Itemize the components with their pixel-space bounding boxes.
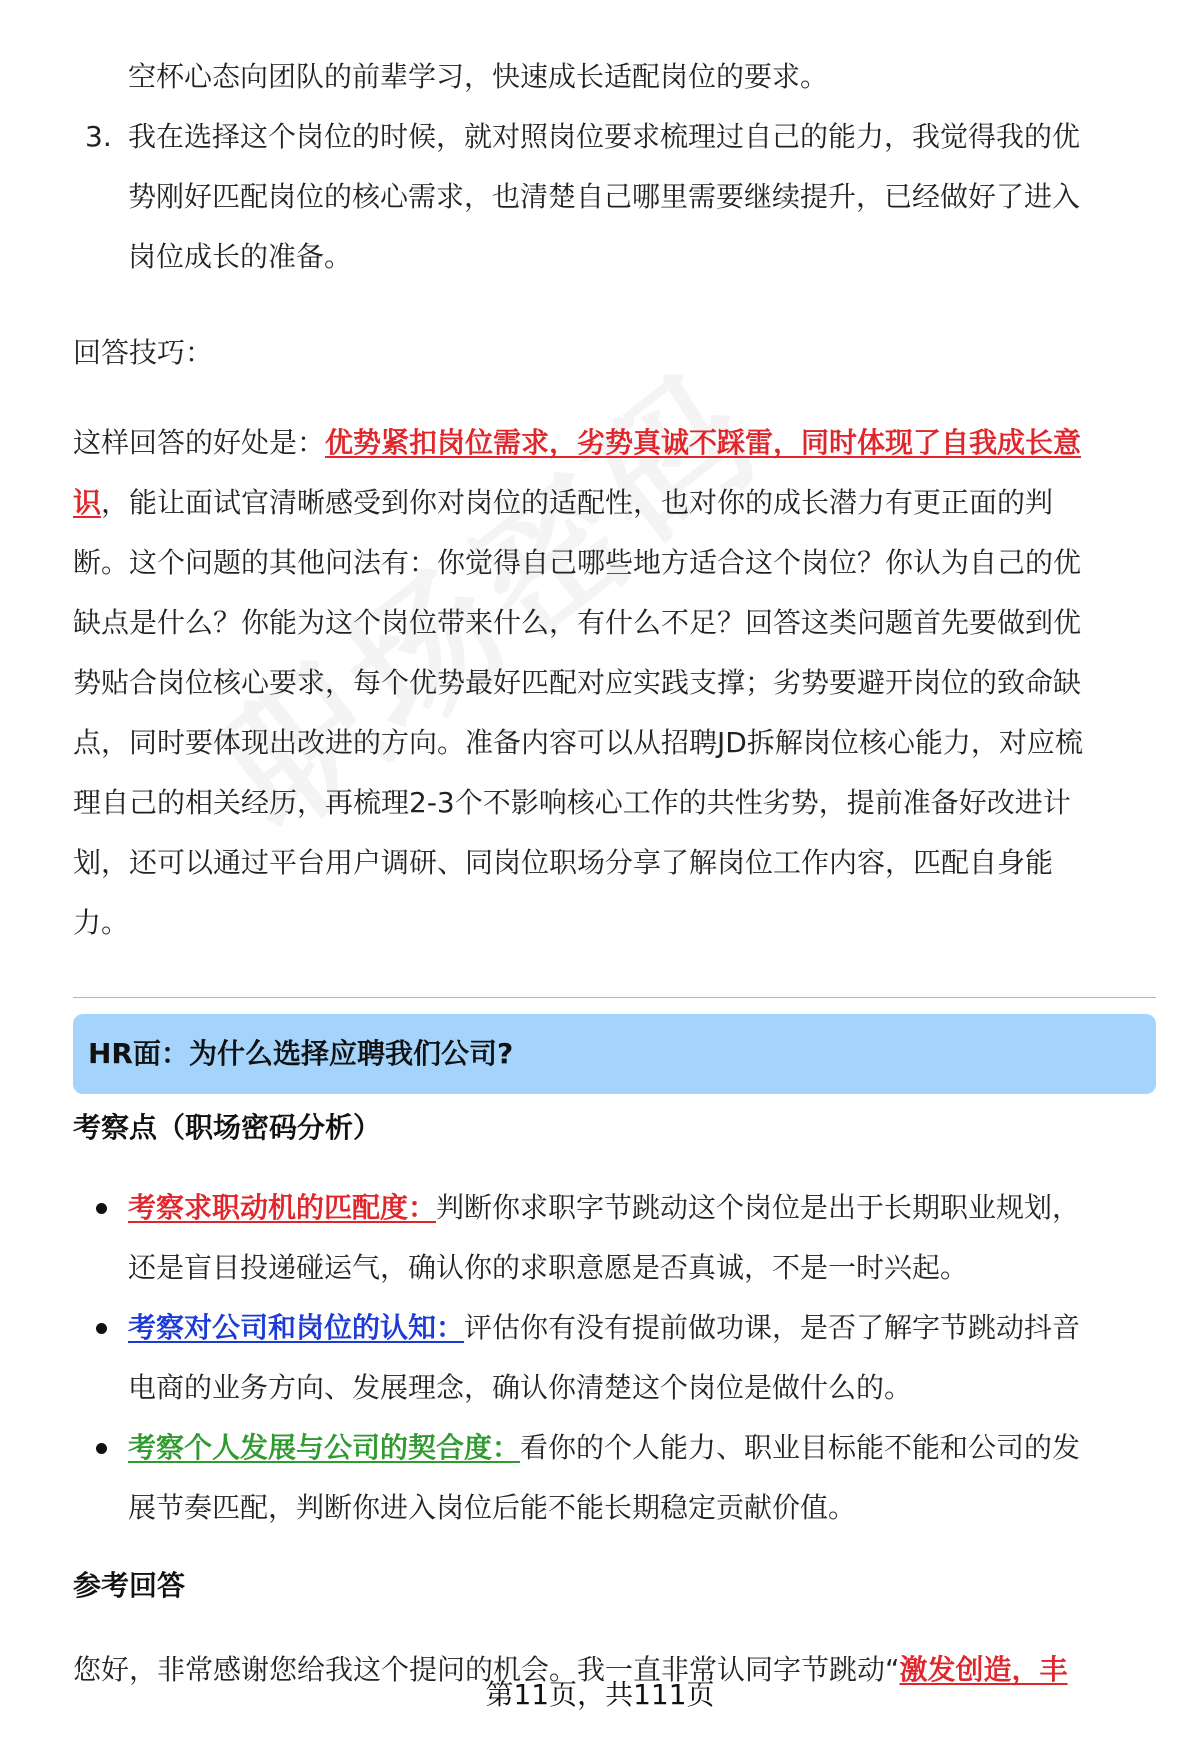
list-number: 3. bbox=[85, 120, 112, 153]
bullet-dot bbox=[96, 1203, 107, 1214]
list-item-line: 势刚好匹配岗位的核心需求，也清楚自己哪里需要继续提升，已经做好了进入 bbox=[128, 180, 1081, 213]
checkpoint-text: 评估你有没有提前做功课，是否了解字节跳动抖音 bbox=[464, 1311, 1081, 1344]
checkpoint-line bbox=[128, 1308, 1080, 1348]
question-callout bbox=[73, 1014, 1156, 1094]
tips-line: 点，同时要体现出改进的方向。准备内容可以从招聘JD拆解岗位核心能力，对应梳 bbox=[73, 726, 1083, 759]
tips-emphasis: 优势紧扣岗位需求，劣势真诚不踩雷，同时体现了自我成长意 bbox=[325, 426, 1082, 459]
tips-line bbox=[73, 483, 1053, 523]
checkpoint-line bbox=[128, 1188, 1080, 1228]
checkpoint-line: 展节奏匹配，判断你进入岗位后能不能长期稳定贡献价值。 bbox=[128, 1491, 857, 1524]
checkpoint-text: 判断你求职字节跳动这个岗位是出于长期职业规划， bbox=[436, 1191, 1081, 1224]
list-item-continuation: 空杯心态向团队的前辈学习，快速成长适配岗位的要求。 bbox=[128, 60, 829, 93]
tips-prefix: 这样回答的好处是： bbox=[73, 426, 326, 459]
list-item-line: 岗位成长的准备。 bbox=[128, 240, 353, 273]
question-title: HR面：为什么选择应聘我们公司? bbox=[88, 1037, 514, 1070]
tips-line bbox=[73, 423, 1081, 463]
tips-line: 划，还可以通过平台用户调研、同岗位职场分享了解岗位工作内容，匹配自身能 bbox=[73, 846, 1054, 879]
checkpoint-key: 考察个人发展与公司的契合度： bbox=[128, 1431, 521, 1464]
tips-line: 势贴合岗位核心要求，每个优势最好匹配对应实践支撑；劣势要避开岗位的致命缺 bbox=[73, 666, 1082, 699]
reference-heading: 参考回答 bbox=[73, 1569, 186, 1602]
checkpoints-heading: 考察点（职场密码分析） bbox=[73, 1111, 382, 1144]
reference-emphasis: 激发创造，丰 bbox=[899, 1653, 1068, 1686]
page-footer: 第11页，共111页 bbox=[485, 1678, 715, 1711]
bullet-dot bbox=[96, 1323, 107, 1334]
checkpoint-key: 考察对公司和岗位的认知： bbox=[128, 1311, 465, 1344]
list-item-line: 我在选择这个岗位的时候，就对照岗位要求梳理过自己的能力，我觉得我的优 bbox=[128, 120, 1081, 153]
reference-text: 您好，非常感谢您给我这个提问的机会。我一直非常认同字节跳动“ bbox=[73, 1653, 900, 1686]
tips-line: 缺点是什么？你能为这个岗位带来什么，有什么不足？回答这类问题首先要做到优 bbox=[73, 606, 1082, 639]
checkpoint-key: 考察求职动机的匹配度： bbox=[128, 1191, 437, 1224]
bullet-dot bbox=[96, 1443, 107, 1454]
tips-emphasis: 识 bbox=[73, 486, 102, 519]
tips-label: 回答技巧： bbox=[73, 336, 214, 369]
checkpoint-line: 还是盲目投递碰运气，确认你的求职意愿是否真诚，不是一时兴起。 bbox=[128, 1251, 969, 1284]
tips-line: 断。这个问题的其他问法有：你觉得自己哪些地方适合这个岗位？你认为自己的优 bbox=[73, 546, 1082, 579]
tips-text: ，能让面试官清晰感受到你对岗位的适配性，也对你的成长潜力有更正面的判 bbox=[101, 486, 1054, 519]
checkpoint-text: 看你的个人能力、职业目标能不能和公司的发 bbox=[520, 1431, 1081, 1464]
tips-line: 理自己的相关经历，再梳理2-3个不影响核心工作的共性劣势，提前准备好改进计 bbox=[73, 786, 1071, 819]
tips-line: 力。 bbox=[73, 906, 130, 939]
checkpoint-line: 电商的业务方向、发展理念，确认你清楚这个岗位是做什么的。 bbox=[128, 1371, 913, 1404]
checkpoint-line bbox=[128, 1428, 1080, 1468]
divider bbox=[73, 997, 1156, 998]
